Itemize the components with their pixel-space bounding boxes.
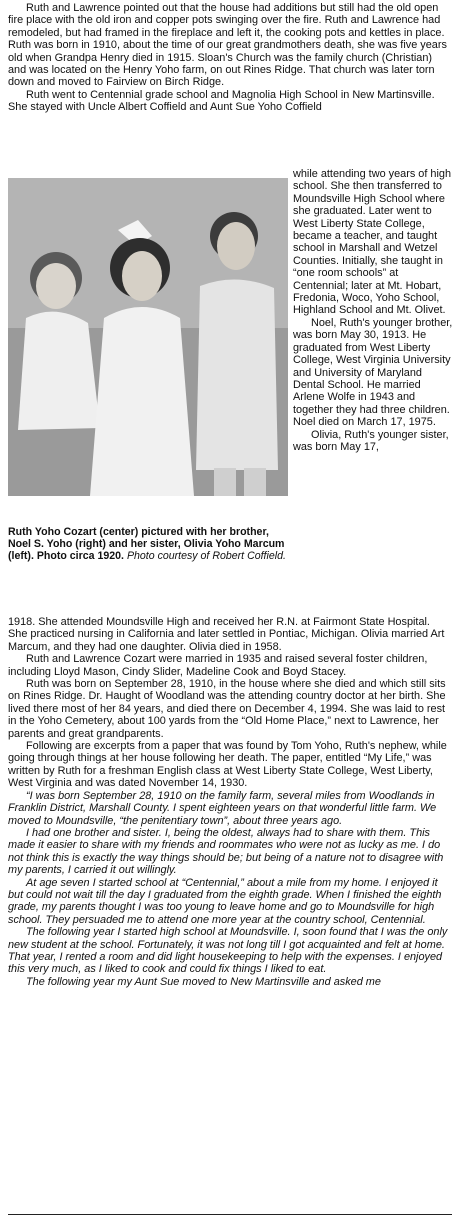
bottom-text-block (8, 616, 452, 988)
side-text-column (293, 168, 453, 453)
paragraph: Ruth was born on September 28, 1910, in the house where she died and which still sits on Rines Ridge. Dr. Haught of Woodland was the attending country doctor at her birth. She lived there most of her 84 years, and died there on December 4, 1994. She was laid to rest in the Yoho Cemetery, about 100 yards from the “Old Home Place,” next to Lawrence, her parents and great grandparents. (8, 678, 446, 740)
excerpt-paragraph: “I was born September 28, 1910 on the family farm, several miles from Woodlands in Franklin District, Marshall County. I spent eighteen years on that wonderful little farm. We moved to Moundsville, “the penitentiary town”, about three years ago. (8, 789, 437, 827)
paragraph: Olivia, Ruth's younger sister, was born May 17, (293, 428, 449, 453)
excerpt-paragraph: The following year I started high school at Moundsville. I, soon found that I was the only new student at the school. Fortunately, it was not long till I got acquainted and felt at home. That year, I rented a room and did light housekeeping to help with the expenses. I enjoyed this very much, as I liked to cook and could fix things I liked to eat. (8, 926, 448, 976)
paragraph: Ruth and Lawrence Cozart were married in 1935 and raised several foster children, including Lloyd Mason, Cindy Slider, Madeline Cook and Boyd Stacey. (8, 653, 428, 678)
photo-caption (8, 526, 288, 562)
caption-bold-text: Ruth Yoho Cozart (center) pictured with her brother, Noel S. Yoho (right) and her sister, Olivia Yoho Marcum (left). Photo circa 1920. (8, 526, 285, 562)
paragraph: Ruth and Lawrence pointed out that the house had additions but still had the old open fire place with the old iron and copper pots swinging over the fire. Ruth and Lawrence had remodeled, but had framed in the fireplace and left it, the cooking pots and kettles in place. Ruth was born in 1910, about the time of our great grandmothers death, she was five years old when Grandpa Henry died in 1915. Sloan's Church was the family church (Christian) and was located on the Henry Yoho farm, on out Rines Ridge. That church was later torn down and moved to Fairview on Birch Ridge. (8, 2, 447, 89)
excerpt-paragraph: I had one brother and sister. I, being the oldest, always had to share with them. This made it easier to share with my friends and roommates who were not as lucky as me. I do not think this is exactly the way things should be; but being of a nature not to disagree with my parents, I carried it out willingly. (8, 826, 444, 877)
bottom-rule (8, 1214, 452, 1215)
paragraph: Following are excerpts from a paper that was found by Tom Yoho, Ruth's nephew, while going through things at her house following her death. The paper, entitled “My Life,” was written by Ruth for a freshman English class at West Liberty State College, West Liberty, West Virginia and was dated November 14, 1930. (8, 740, 447, 790)
excerpt-paragraph: The following year my Aunt Sue moved to New Martinsville and asked me (26, 975, 381, 988)
top-text-block (8, 2, 452, 114)
children-photo-image (8, 178, 288, 496)
family-photo (8, 178, 288, 496)
excerpt-paragraph: At age seven I started school at “Centennial,” about a mile from my home. I enjoyed it but could not wait till the day I graduated from the eighth grade. When I finished the eighth grade, my parents thought I was too young to leave home and go to Moundsville for high school. They persuaded me to attend one more year at the country school, Centennial. (8, 876, 442, 926)
paragraph: 1918. She attended Moundsville High and received her R.N. at Fairmont State Hospital. She practiced nursing in California and later settled in Pontiac, Michigan. Olivia married Art Marcum, and they had one daughter. Olivia died in 1958. (8, 616, 445, 653)
paragraph: Ruth went to Centennial grade school and Magnolia High School in New Martinsville. She stayed with Uncle Albert Coffield and Aunt Sue Yoho Coffield (8, 88, 435, 114)
paragraph: while attending two years of high school. She then transferred to Moundsville High School where she graduated. Later went to West Liberty State College, became a teacher, and taught school in Marshall and Wetzel Counties. Initially, she taught in “one room schools” at Centennial; later at Mt. Hobart, Fredonia, Woco, Yoho School, Highland School and Mt. Olivet. (293, 168, 452, 317)
photo-and-text-section (8, 168, 452, 616)
caption-credit: Photo courtesy of Robert Coffield. (126, 550, 286, 562)
paragraph: Noel, Ruth's younger brother, was born May 30, 1913. He graduated from West Liberty College, West Virginia University and University of Maryland Dental School. He married Arlene Wolfe in 1943 and together they had three children. Noel died on March 17, 1975. (293, 316, 453, 429)
